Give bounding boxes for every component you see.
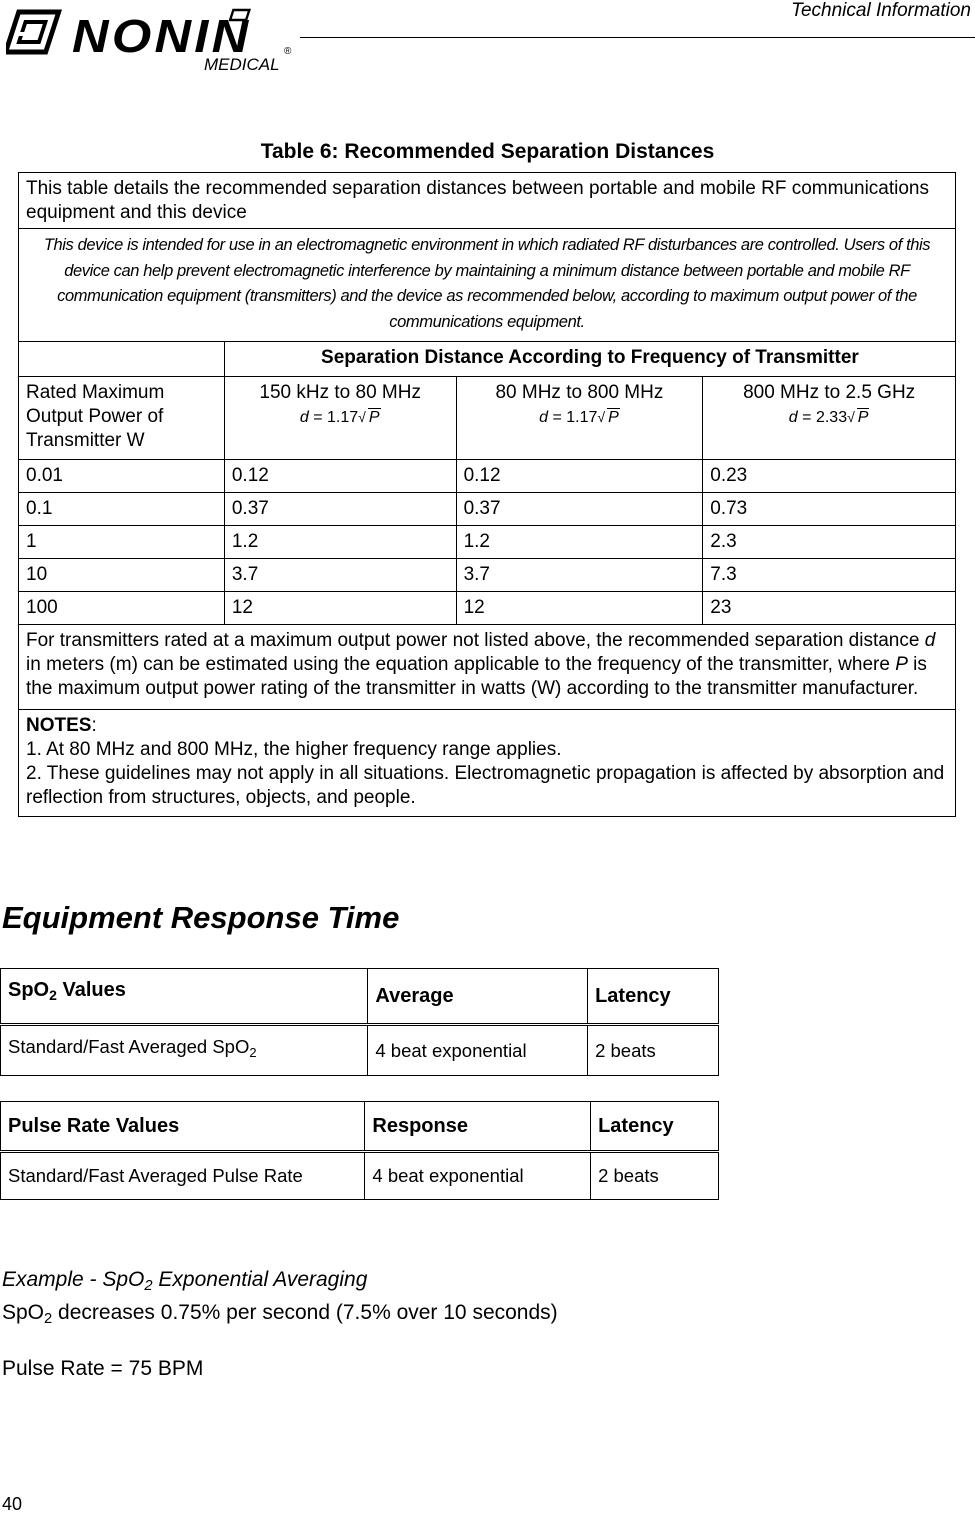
- spo2-latency-value: 2 beats: [588, 1025, 719, 1076]
- group-header-row: [19, 342, 956, 377]
- notes-label: NOTES: [26, 715, 92, 736]
- band-header-2: [456, 377, 703, 460]
- distance-cell: 0.12: [224, 460, 456, 493]
- table-title: Table 6: Recommended Separation Distances: [260, 140, 715, 163]
- spo2-response-table: [0, 968, 719, 1076]
- band-label: 80 MHz to 800 MHz: [495, 382, 664, 403]
- distance-cell: 3.7: [224, 559, 456, 592]
- band-formula: d = 1.17√ P: [299, 409, 380, 426]
- band-formula: d = 1.17√ P: [539, 409, 619, 426]
- table-row: [1, 1025, 719, 1076]
- table-row: [19, 493, 956, 526]
- table-guidance: This device is intended for use in an electromagnetic environment in which radiated RF disturbances are controlled. Users of this device can help prevent electromagnetic interference by maintaining a minimum distance between portable and mobile RF communication equipment (transmitters) and the device as recommended below, according to maximum output power of the communications equipment.: [19, 229, 956, 342]
- distance-cell: 1.2: [224, 526, 456, 559]
- pulse-response-table: [0, 1101, 719, 1200]
- running-head: Technical Information: [791, 0, 971, 21]
- spo2-row-label: Standard/Fast Averaged SpO$_2$: [1, 1025, 368, 1076]
- table-row: [19, 559, 956, 592]
- spo2-average-value: 4 beat exponential: [368, 1025, 588, 1076]
- distance-cell: 0.12: [456, 460, 703, 493]
- footnote-row: [19, 625, 956, 710]
- pulse-response-value: 4 beat exponential: [365, 1152, 591, 1200]
- note-item: 1. At 80 MHz and 800 MHz, the higher frequency range applies.: [26, 739, 562, 760]
- band-label: 800 MHz to 2.5 GHz: [743, 382, 916, 403]
- power-cell: 0.01: [19, 460, 225, 493]
- distance-cell: 2.3: [703, 526, 956, 559]
- band-label: 150 kHz to 80 MHz: [259, 382, 421, 403]
- example-title: Example - SpO$_2$ Exponential Averaging: [2, 1268, 368, 1294]
- power-cell: 100: [19, 592, 225, 625]
- example-spo2-line: SpO$_2$ decreases 0.75% per second (7.5% over 10 seconds): [2, 1301, 558, 1327]
- table-notes: NOTES: 1. At 80 MHz and 800 MHz, the higher frequency range applies. 2. These guidelines may not apply in all situations. Electromagnetic propagation is affected by absorption and reflection from structures, objects, and people.: [19, 710, 956, 817]
- response-header: Response: [365, 1102, 591, 1152]
- logo-subtext: MEDICAL: [204, 55, 280, 74]
- table-intro-row: [19, 173, 956, 229]
- latency-header: Latency: [591, 1102, 719, 1152]
- empty-header-cell: [19, 342, 225, 377]
- spo2-values-header: SpO$_2$ Values: [1, 969, 368, 1025]
- band-header-3: [703, 377, 956, 460]
- distance-cell: 0.37: [224, 493, 456, 526]
- distance-cell: 7.3: [703, 559, 956, 592]
- logo-wordmark: NONIN: [72, 11, 252, 63]
- table-footnote: For transmitters rated at a maximum output power not listed above, the recommended separation distance d in meters (m) can be estimated using the equation applicable to the frequency of the transmitter, where P is the maximum output power rating of the transmitter in watts (W) according to the transmitter manufacturer.: [19, 625, 956, 710]
- power-cell: 1: [19, 526, 225, 559]
- distance-cell: 0.73: [703, 493, 956, 526]
- distance-cell: 12: [456, 592, 703, 625]
- distance-cell: 12: [224, 592, 456, 625]
- notes-row: [19, 710, 956, 817]
- nonin-logo: [6, 8, 300, 74]
- average-header: Average: [368, 969, 588, 1025]
- distance-cell: 1.2: [456, 526, 703, 559]
- latency-header: Latency: [588, 969, 719, 1025]
- band-header-1: [224, 377, 456, 460]
- distance-cell: 0.23: [703, 460, 956, 493]
- logo-registered: ®: [284, 46, 292, 57]
- band-header-row: [19, 377, 956, 460]
- pulse-latency-value: 2 beats: [591, 1152, 719, 1200]
- row-header: Rated Maximum Output Power of Transmitter W: [19, 377, 225, 460]
- power-cell: 0.1: [19, 493, 225, 526]
- distance-cell: 23: [703, 592, 956, 625]
- table-row: [19, 460, 956, 493]
- table-header-row: [1, 969, 719, 1025]
- table-guidance-row: [19, 229, 956, 342]
- table-row: [19, 592, 956, 625]
- example-pulse-line: Pulse Rate = 75 BPM: [2, 1357, 204, 1380]
- band-formula: d = 2.33√ P: [788, 409, 869, 426]
- distance-cell: 0.37: [456, 493, 703, 526]
- power-cell: 10: [19, 559, 225, 592]
- distance-cell: 3.7: [456, 559, 703, 592]
- table-header-row: [1, 1102, 719, 1152]
- table-intro: This table details the recommended separation distances between portable and mobile RF communications equipment and this device: [19, 173, 956, 229]
- pulse-values-header: Pulse Rate Values: [1, 1102, 365, 1152]
- group-header: Separation Distance According to Frequency of Transmitter: [224, 342, 955, 377]
- separation-distance-table: [18, 172, 956, 817]
- table-row: [19, 526, 956, 559]
- header-rule: [300, 37, 975, 38]
- page-number: 40: [2, 1494, 23, 1514]
- table-row: [1, 1152, 719, 1200]
- nonin-mark-icon: [6, 12, 59, 52]
- section-heading: Equipment Response Time: [2, 900, 400, 935]
- pulse-row-label: Standard/Fast Averaged Pulse Rate: [1, 1152, 365, 1200]
- note-item: 2. These guidelines may not apply in all situations. Electromagnetic propagation is affected by absorption and reflection from structures, objects, and people.: [26, 763, 945, 808]
